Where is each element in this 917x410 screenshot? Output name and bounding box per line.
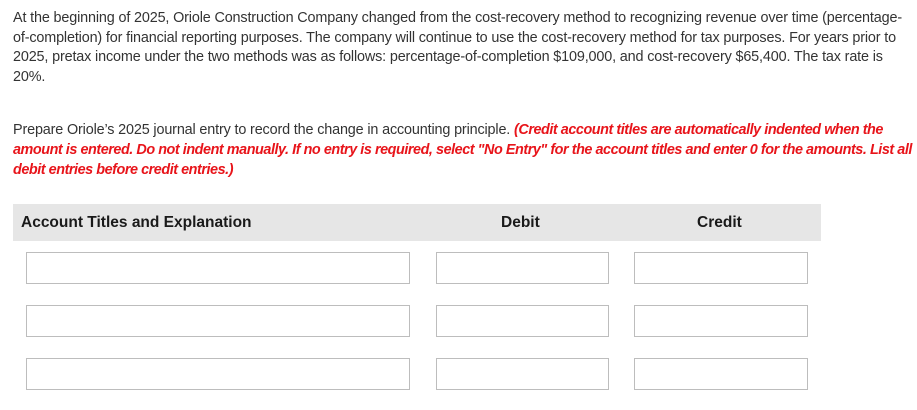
debit-input-row-3[interactable] <box>436 358 609 390</box>
credit-input-row-1[interactable] <box>634 252 808 284</box>
credit-header: Credit <box>697 214 742 231</box>
instructions-note: (Credit account titles are automatically indented when the amount is entered. Do not indent manually. If no entry is required, select "No Entry" for the account titles and enter 0 for the amounts. List all debit entries before credit entries.) <box>13 122 912 178</box>
account-title-input-row-1[interactable] <box>26 252 410 284</box>
account-title-input-row-2[interactable] <box>26 305 410 337</box>
credit-input-row-2[interactable] <box>634 305 808 337</box>
credit-input-row-3[interactable] <box>634 358 808 390</box>
account-titles-header: Account Titles and Explanation <box>21 214 252 231</box>
debit-header: Debit <box>501 214 540 231</box>
debit-input-row-1[interactable] <box>436 252 609 284</box>
problem-statement: At the beginning of 2025, Oriole Construction Company changed from the cost-recovery method to recognizing revenue over time (percentage-of-completion) for financial reporting purposes. The company will continue to use the cost-recovery method for tax purposes. For years prior to 2025, pretax income under the two methods was as follows: percentage-of-completion $109,000, and cost-recovery $65,400. The tax rate is 20%. <box>13 10 902 85</box>
instructions <box>13 120 913 180</box>
instructions-prompt: Prepare Oriole’s 2025 journal entry to record the change in accounting principle. <box>13 122 511 138</box>
account-title-input-row-3[interactable] <box>26 358 410 390</box>
debit-input-row-2[interactable] <box>436 305 609 337</box>
journal-table-header <box>13 204 821 241</box>
